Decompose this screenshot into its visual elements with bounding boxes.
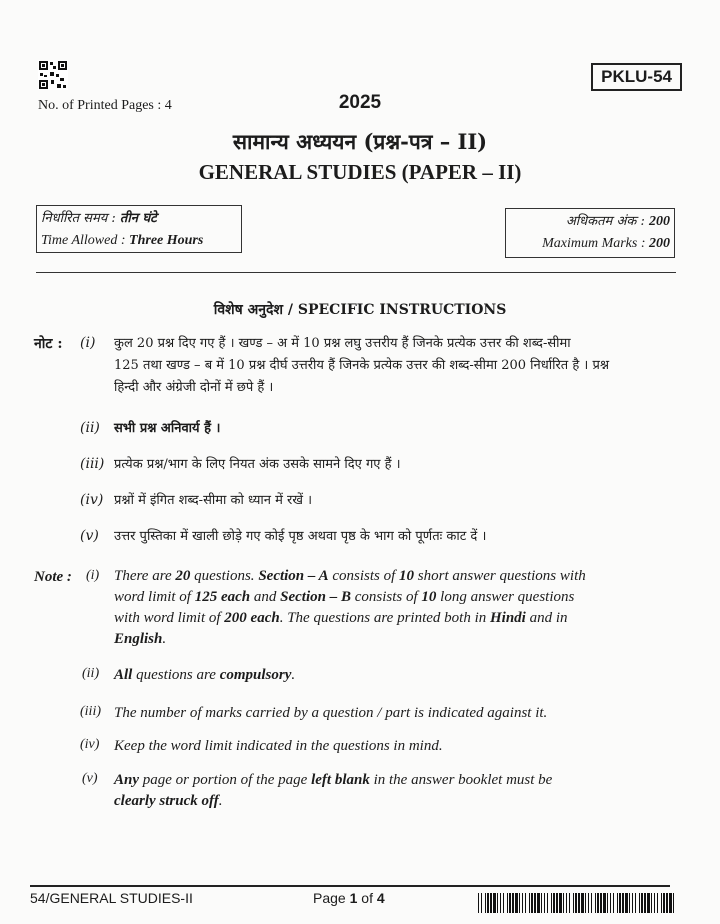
marks-hindi-value: 200 [649,214,670,229]
time-hindi-value: तीन घंटे [119,211,157,226]
marks-hindi [510,211,670,233]
instructions-heading: विशेष अनुदेश / SPECIFIC INSTRUCTIONS [213,302,507,318]
maximum-marks-box [505,208,675,258]
english-item-1-line-4: English. [114,631,167,647]
hindi-item-1-line-3: हिन्दी और अंग्रेजी दोनों में छपे हैं । [114,380,274,395]
english-item-4-number: (iv) [80,737,100,752]
footer-divider [30,885,670,887]
header-divider [36,272,676,273]
english-item-2-number: (ii) [82,666,100,681]
hindi-item-5-number: (v) [80,528,99,544]
time-english-value: Three Hours [129,233,204,248]
hindi-item-2: सभी प्रश्न अनिवार्य हैं । [114,421,221,436]
time-allowed-box [36,205,242,253]
english-item-1-line-3: with word limit of 200 each. The questions are printed both in Hindi and in [114,610,568,626]
english-item-3-number: (iii) [80,704,101,719]
title-hindi: सामान्य अध्ययन (प्रश्न-पत्र – II) [232,129,488,154]
time-hindi [41,208,237,230]
hindi-item-3: प्रत्येक प्रश्न/भाग के लिए नियत अंक उसके सामने दिए गए हैं । [114,457,401,472]
english-item-5-line-2: clearly struck off. [114,793,223,809]
english-item-1-line-1: There are 20 questions. Section – A consists of 10 short answer questions with [114,568,586,584]
paper-code-badge: PKLU-54 [591,63,682,91]
hindi-item-1-number: (i) [80,335,96,351]
exam-year: 2025 [338,92,382,113]
hindi-item-3-number: (iii) [80,456,105,472]
hindi-item-4: प्रश्नों में इंगित शब्द-सीमा को ध्यान में रखें । [114,493,313,508]
marks-hindi-label: अधिकतम अंक : [565,214,649,229]
time-english-label: Time Allowed : [41,233,130,248]
time-english [41,230,237,252]
english-note-label: Note : [34,569,72,585]
title-english: GENERAL STUDIES (PAPER – II) [198,160,522,184]
english-item-1-number: (i) [86,568,100,583]
marks-english-value: 200 [649,236,670,251]
hindi-item-4-number: (iv) [80,492,104,508]
footer-subject-code: 54/GENERAL STUDIES-II [30,890,193,906]
footer-page-number: Page 1 of 4 [313,890,385,906]
english-item-5 [114,770,679,812]
hindi-item-1-line-2: 125 तथा खण्ड – ब में 10 प्रश्न दीर्घ उत्तरीय हैं जिनके प्रत्येक उत्तर की शब्द-सीमा 200 निर्धारित है । प्रश्न [114,358,610,373]
english-item-1 [114,566,679,650]
time-hindi-label: निर्धारित समय : [41,211,120,226]
qr-code-icon [38,60,68,90]
english-item-1-line-2: word limit of 125 each and Section – B consists of 10 long answer questions [114,589,575,605]
marks-english [510,233,670,255]
printed-pages-count: No. of Printed Pages : 4 [38,98,172,113]
hindi-item-1 [114,333,679,399]
hindi-item-1-line-1: कुल 20 प्रश्न दिए गए हैं । खण्ड – अ में 10 प्रश्न लघु उत्तरीय हैं जिनके प्रत्येक उत्तर की शब्द-सीमा [114,336,571,351]
hindi-note-label: नोट : [34,336,63,352]
english-item-4: Keep the word limit indicated in the questions in mind. [114,738,443,754]
english-item-5-number: (v) [82,771,98,786]
hindi-item-5: उत्तर पुस्तिका में खाली छोड़े गए कोई पृष्ठ अथवा पृष्ठ के भाग को पूर्णतः काट दें । [114,529,487,544]
english-item-3: The number of marks carried by a question / part is indicated against it. [114,705,548,721]
english-item-5-line-1: Any page or portion of the page left blank in the answer booklet must be [114,772,553,788]
barcode-icon [478,893,676,913]
marks-english-label: Maximum Marks : [542,236,649,251]
hindi-item-2-number: (ii) [80,420,100,436]
english-item-2: All questions are compulsory. [114,667,296,683]
